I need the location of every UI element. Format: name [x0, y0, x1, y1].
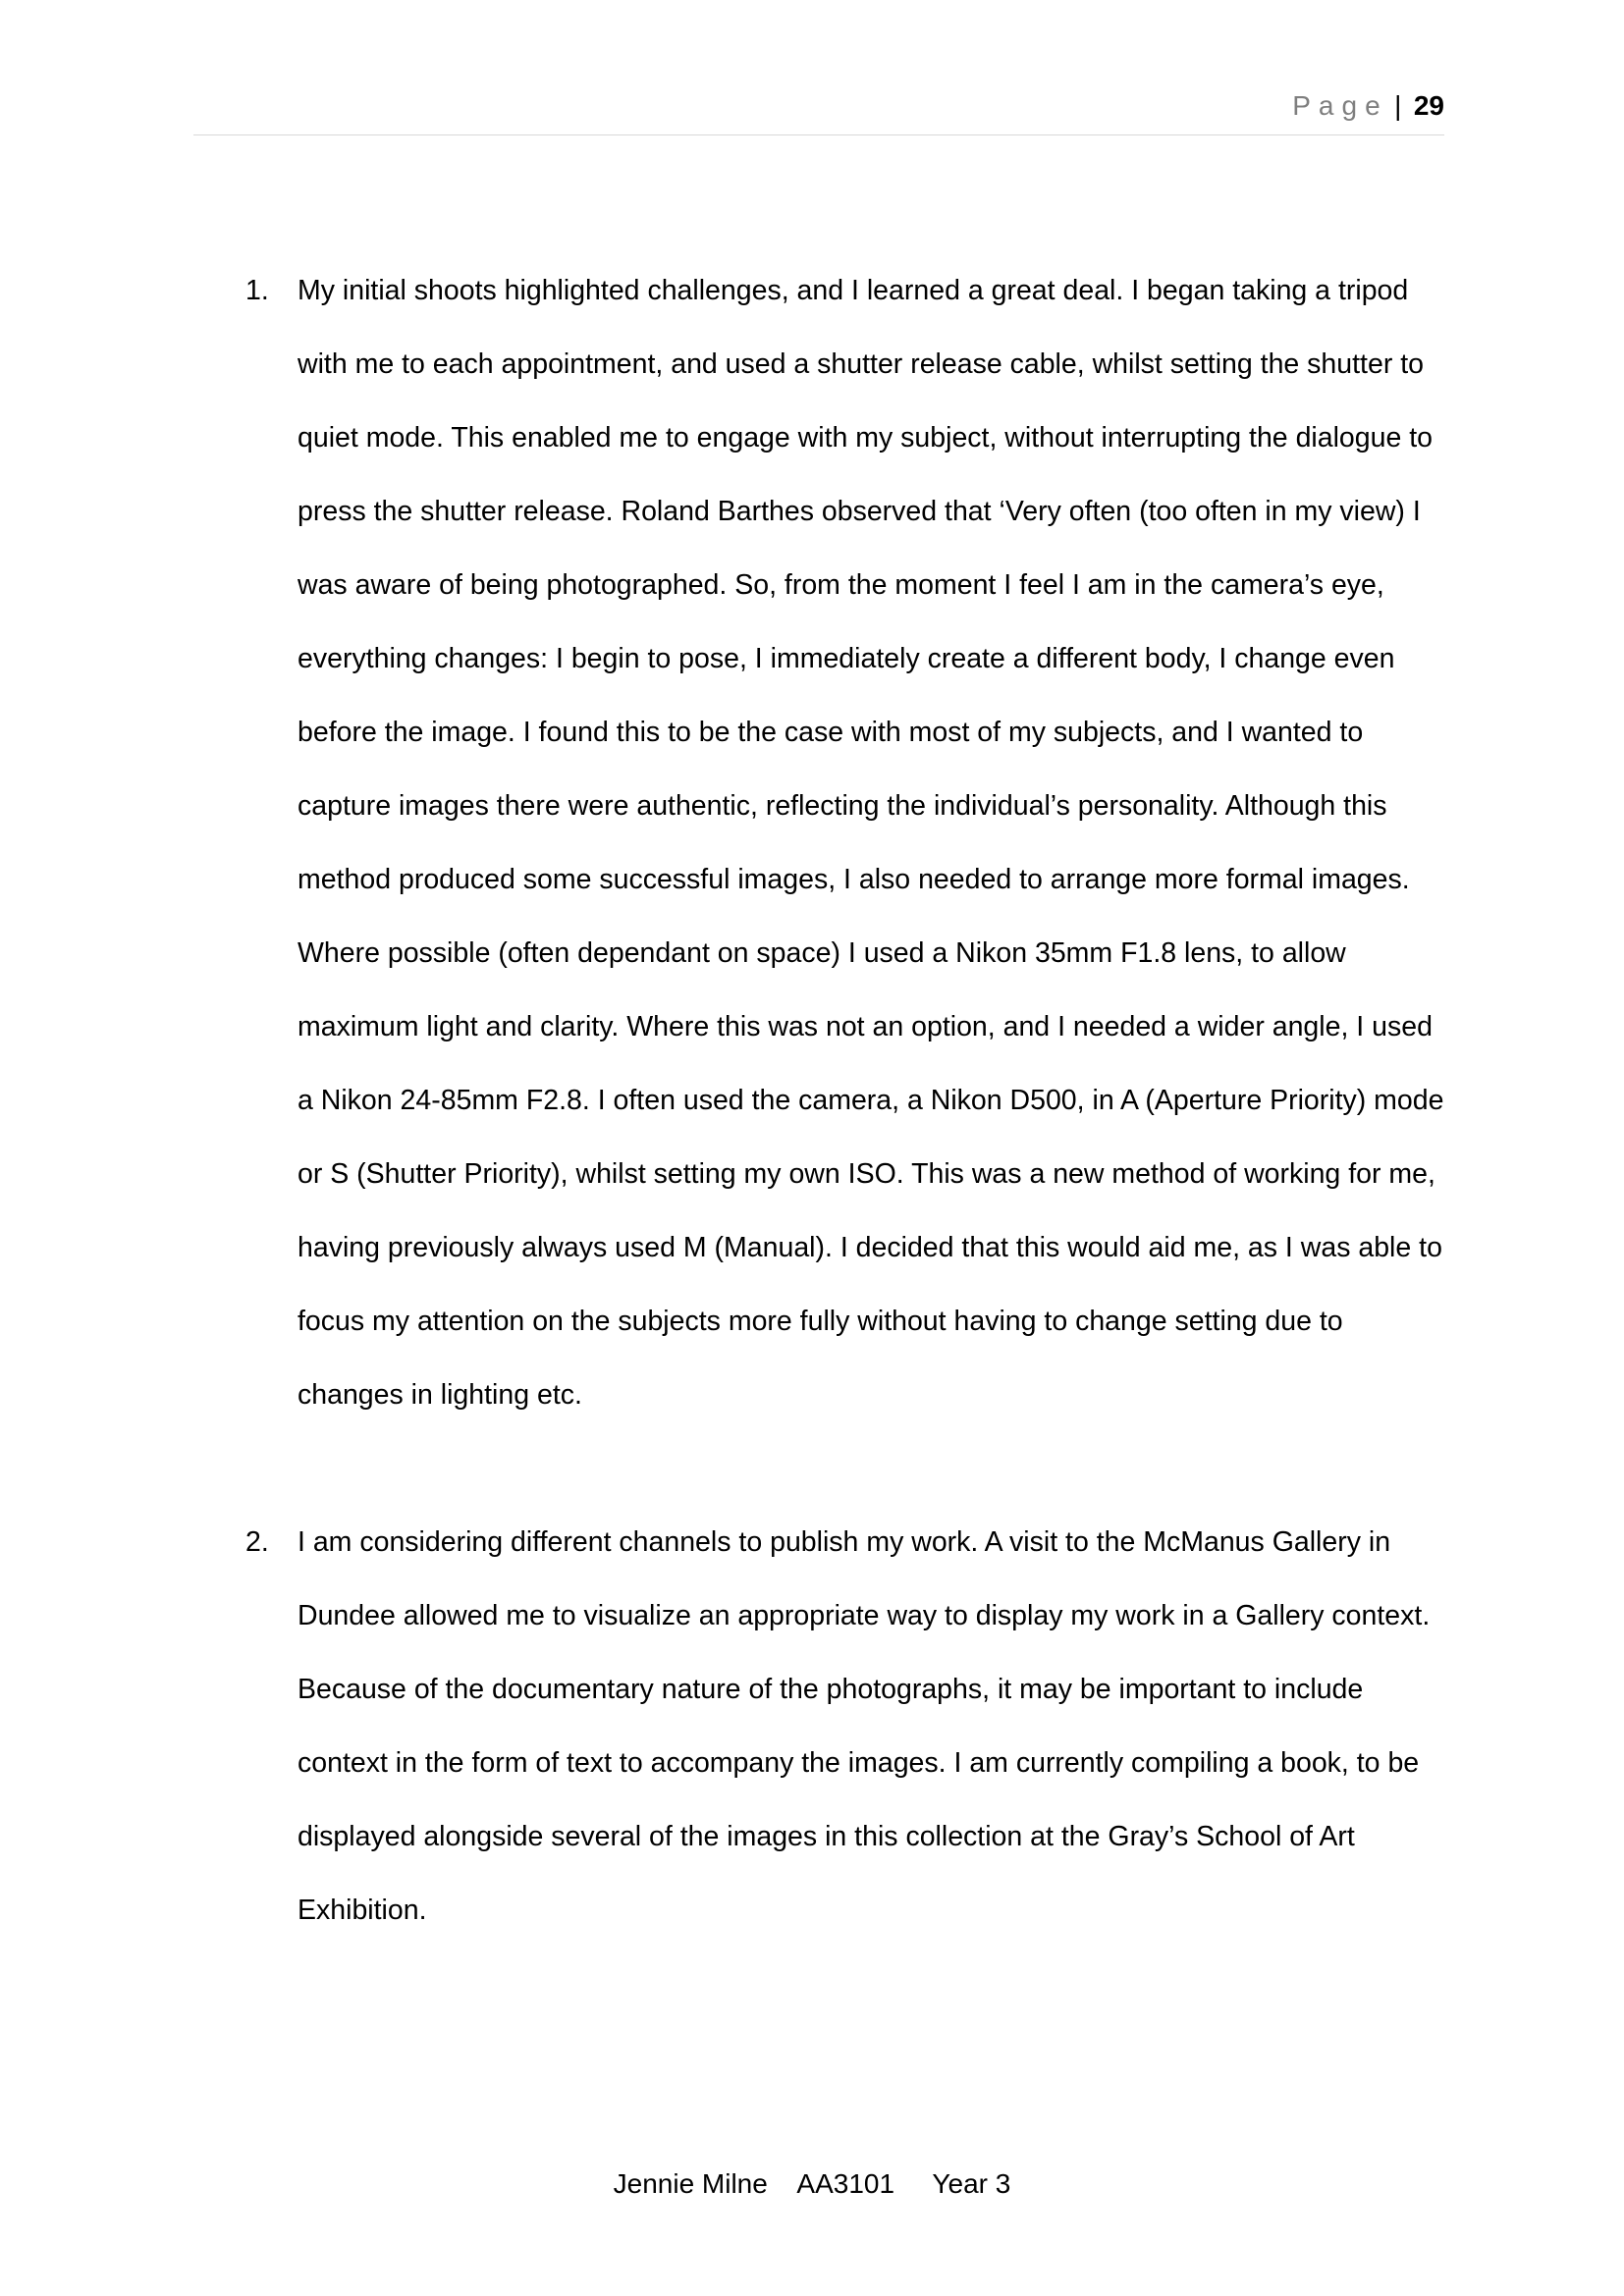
list-item-text: I am considering different channels to publish my work. A visit to the McManus Gallery in Dundee allowed me to visualize an appropriate way to display my work in a Gallery context. Because of the documentary nature of the photographs, it may be important to include context in the form of text to accompany the images. I am currently compiling a book, to be displayed alongside several of the images in this collection at the Gray’s School of Art Exhibition.: [298, 1526, 1431, 1926]
list-item-number: 1.: [245, 275, 269, 306]
page-label: Page: [1292, 90, 1388, 121]
list-item-text: My initial shoots highlighted challenges, and I learned a great deal. I began taking a tripod with me to each appointment, and used a shutter release cable, whilst setting the shutter to quiet mode. This enabled me to engage with my subject, without interrupting the dialogue to press the shutter release. Roland Barthes observed that ‘Very often (too often in my view) I was aware of being photographed. So, from the moment I feel I am in the camera’s eye, everything changes: I begin to pose, I immediately create a different body, I change even before the image. I found this to be the case with most of my subjects, and I wanted to capture images there were authentic, reflecting the individual’s personality. Although this method produced some successful images, I also needed to arrange more formal images. Where possible (often dependant on space) I used a Nikon 35mm F1.8 lens, to allow maximum light and clarity. Where this was not an option, and I needed a wider angle, I used a Nikon 24-85mm F2.8. I often used the camera, a Nikon D500, in A (Aperture Priority) mode or S (Shutter Priority), whilst setting my own ISO. This was a new method of working for me, having previously always used M (Manual). I decided that this would aid me, as I was able to focus my attention on the subjects more fully without having to change setting due to changes in lighting etc.: [298, 275, 1444, 1411]
list-item: [245, 1506, 1453, 1948]
page-number: 29: [1413, 90, 1444, 121]
body-content: [245, 254, 1453, 1948]
page-footer: Jennie Milne AA3101 Year 3: [613, 2168, 1011, 2199]
list-item: [245, 254, 1453, 1432]
page-header: [193, 90, 1444, 135]
list-item-number: 2.: [245, 1526, 269, 1558]
header-separator: |: [1394, 90, 1402, 121]
